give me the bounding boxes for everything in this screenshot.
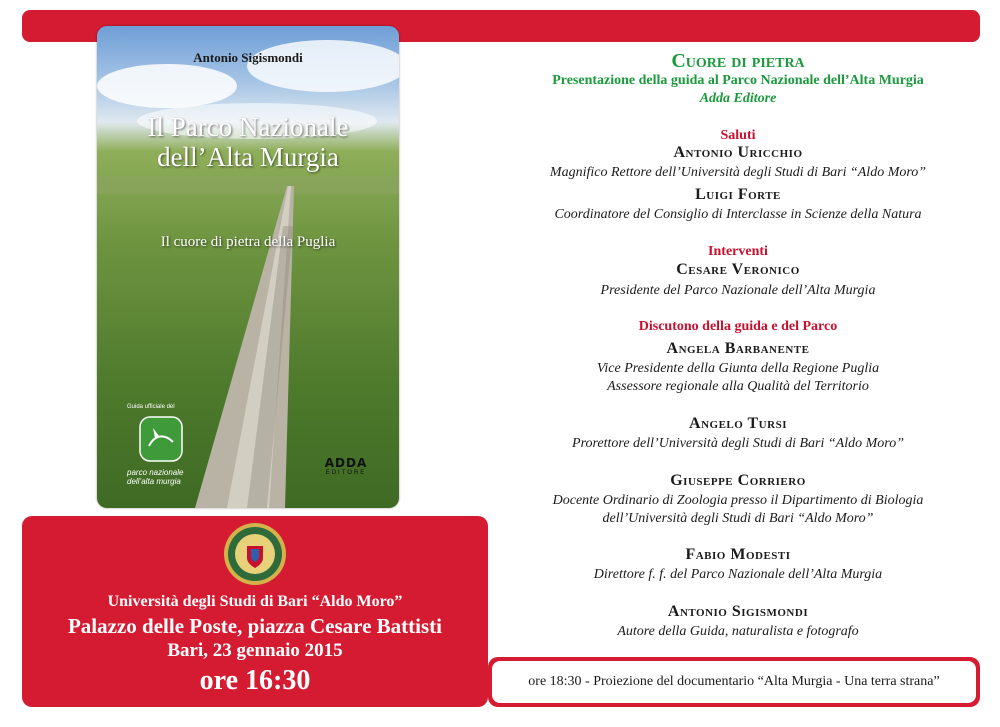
section-heading-interventi: Interventi	[708, 244, 768, 259]
cover-author: Antonio Sigismondi	[193, 50, 303, 65]
venue-date: Bari, 23 gennaio 2015	[167, 640, 343, 661]
speaker-role: Prorettore dell’Università degli Studi di Bari “Aldo Moro”	[572, 436, 904, 451]
speaker-role: dell’Università degli Studi di Bari “Aldo Moro”	[602, 511, 874, 526]
cover-title-line-2: dell’Alta Murgia	[157, 142, 339, 172]
park-logo-caption: Guida ufficiale del	[127, 404, 175, 410]
cover-subtitle: Il cuore di pietra della Puglia	[160, 234, 336, 250]
program-publisher: Adda Editore	[699, 91, 777, 106]
speaker-role: Vice Presidente della Giunta della Regione Puglia	[596, 361, 880, 376]
speaker-role: Docente Ordinario di Zoologia presso il Dipartimento di Biologia	[552, 493, 924, 508]
park-logo-name-line-1: parco nazionale	[127, 468, 184, 477]
speaker-role: Magnifico Rettore dell’Università degli Studi di Bari “Aldo Moro”	[549, 165, 927, 180]
speaker-name: Cesare Veronico	[676, 261, 800, 278]
publisher-sub: EDITORE	[325, 470, 367, 476]
speaker-name: Angela Barbanente	[666, 340, 810, 357]
cover-title	[97, 112, 399, 172]
speaker-name: Luigi Forte	[695, 186, 781, 203]
program-title: Cuore di pietra	[671, 50, 805, 72]
program-subtitle: Presentazione della guida al Parco Nazionale dell’Alta Murgia	[552, 73, 924, 88]
speaker-role: Presidente del Parco Nazionale dell’Alta Murgia	[600, 283, 876, 298]
venue-box	[22, 516, 488, 707]
section-heading-discutono: Discutono della guida e del Parco	[638, 319, 838, 334]
speaker-role: Autore della Guida, naturalista e fotografo	[617, 624, 859, 639]
park-logo-name-line-2: dell’alta murgia	[127, 477, 181, 486]
venue-university: Università degli Studi di Bari “Aldo Moro”	[107, 593, 403, 610]
speaker-role: Assessore regionale alla Qualità del Territorio	[607, 379, 869, 394]
screening-text: ore 18:30 - Proiezione del documentario “Alta Murgia - Una terra strana”	[492, 661, 976, 703]
speaker-name: Angelo Tursi	[689, 415, 787, 432]
section-heading-saluti: Saluti	[720, 128, 756, 143]
university-seal-icon	[223, 522, 287, 586]
speaker-name: Antonio Sigismondi	[667, 603, 809, 620]
speaker-name: Fabio Modesti	[685, 546, 791, 563]
screening-box	[488, 657, 980, 707]
publisher-mark: ADDA	[324, 456, 368, 470]
speaker-name: Giuseppe Corriero	[670, 472, 806, 489]
venue-place: Palazzo delle Poste, piazza Cesare Battisti	[67, 614, 442, 638]
speaker-name: Antonio Uricchio	[673, 144, 803, 161]
book-cover	[97, 26, 399, 508]
speaker-role: Direttore f. f. del Parco Nazionale dell’Alta Murgia	[593, 567, 883, 582]
park-logo	[127, 404, 217, 484]
speaker-role: Coordinatore del Consiglio di Interclasse in Scienze della Natura	[554, 207, 922, 222]
publisher-logo	[322, 456, 370, 484]
park-emblem-icon	[139, 416, 183, 462]
venue-time: ore 16:30	[199, 665, 311, 696]
park-logo-name	[127, 468, 217, 486]
cover-title-line-1: Il Parco Nazionale	[147, 112, 349, 142]
